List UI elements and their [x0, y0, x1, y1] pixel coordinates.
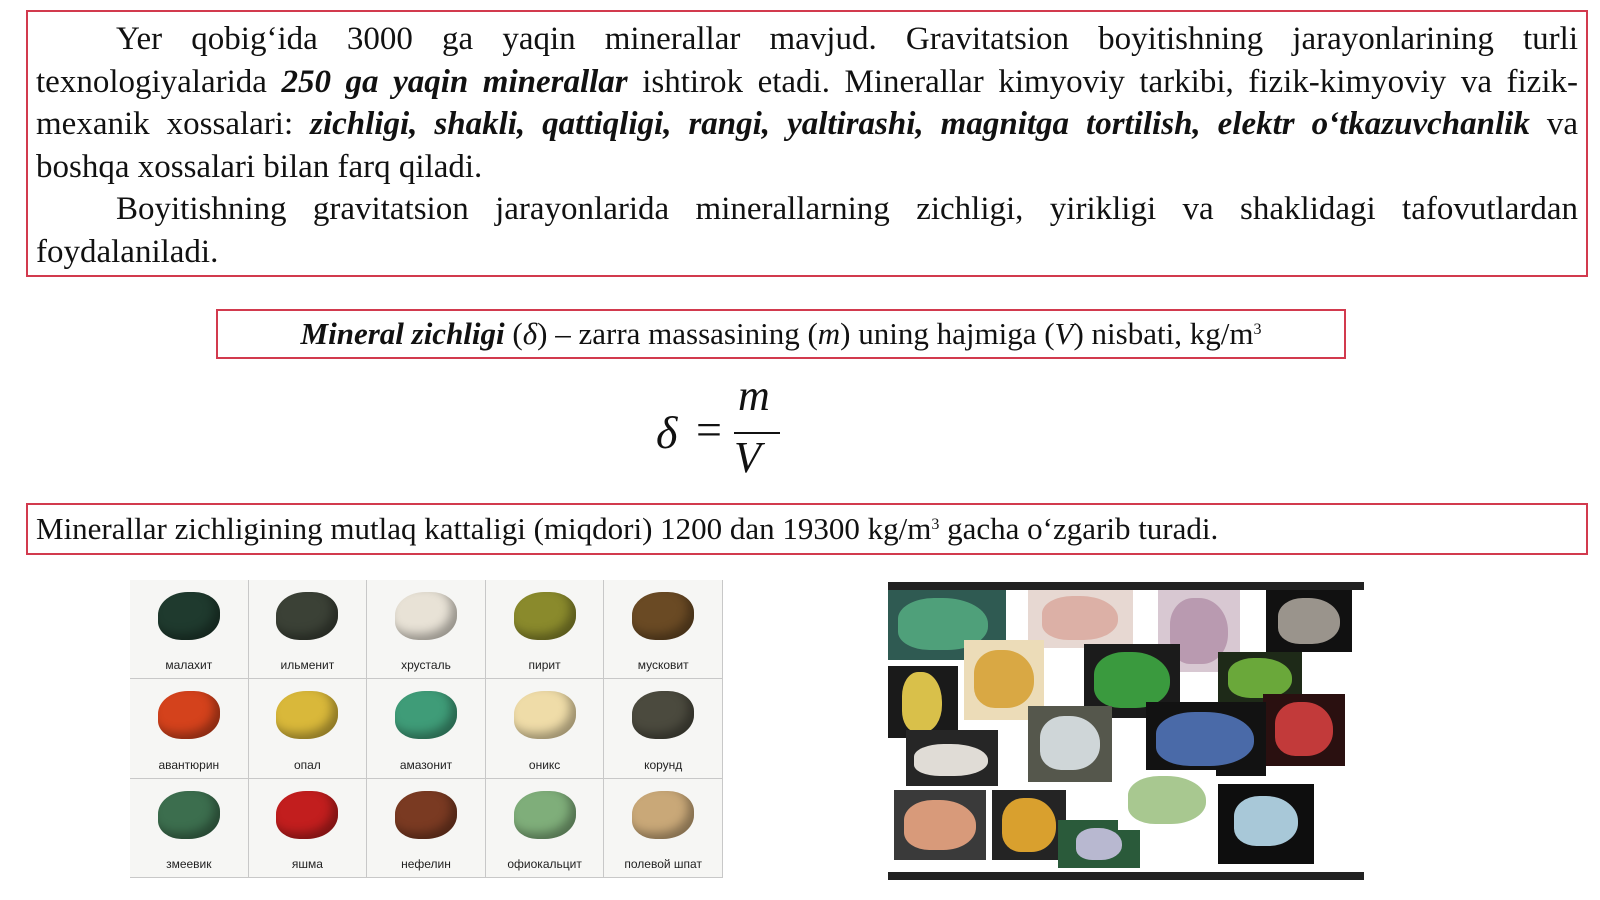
mineral-label: ильменит [280, 658, 335, 673]
mineral-label: мусковит [637, 658, 689, 673]
mineral-cell [486, 580, 605, 679]
collage-tile-rose-quartz [894, 790, 986, 860]
mineral-label: змеевик [166, 856, 212, 871]
mineral-label: яшма [291, 856, 323, 871]
mineral-stone-image [158, 791, 220, 839]
mineral-cell [249, 580, 368, 679]
mineral-stone-image [395, 592, 457, 640]
definition-unit-exponent: 3 [1253, 321, 1262, 338]
mineral-stone-image [158, 691, 220, 739]
mineral-stone-image [276, 791, 338, 839]
intro-paragraph-2: Boyitishning gravitatsion jarayonlarida minerallarning zichligi, yirikligi va shaklidagi tafovutlardan foydalaniladi. [36, 191, 1578, 270]
collage-tile-grey-crystal [1266, 590, 1352, 652]
collage-tile-faceted-gem [1118, 770, 1216, 830]
definition-mass: m [817, 316, 841, 351]
mineral-cell [486, 679, 605, 778]
density-range-box [26, 503, 1588, 555]
collage-tile-blue-stone [1218, 784, 1314, 864]
mineral-cell [604, 679, 723, 778]
mineral-cell [367, 779, 486, 878]
collage-tile-golden-stone [992, 790, 1066, 860]
mineral-stone-image [632, 791, 694, 839]
collage-tile-fluorite [1028, 706, 1112, 782]
minerals-collage-image [888, 582, 1364, 880]
mineral-label: хрусталь [401, 658, 451, 673]
collage-top-border [888, 582, 1364, 590]
mineral-stone-image [514, 691, 576, 739]
mineral-label: полевой шпат [624, 856, 702, 871]
collage-tile-quartz-cluster [906, 730, 998, 786]
mineral-stone-image [514, 592, 576, 640]
density-formula [648, 371, 788, 486]
mineral-label: авантюрин [158, 757, 220, 772]
mineral-samples-image [130, 580, 723, 878]
mineral-label: малахит [165, 658, 213, 673]
mineral-cell [249, 679, 368, 778]
mineral-label: опал [293, 757, 321, 772]
collage-tile-blue-opal [1146, 702, 1266, 776]
mineral-cell [130, 679, 249, 778]
mineral-label: пирит [528, 658, 561, 673]
mineral-cell [130, 580, 249, 679]
definition-box [216, 309, 1346, 359]
mineral-label: оникс [528, 757, 561, 772]
formula-numerator: m [738, 371, 770, 420]
definition-text: ) uning hajmiga ( [840, 316, 1055, 351]
intro-text-box [26, 10, 1588, 277]
range-text-1: Minerallar zichligining mutlaq kattaligi (miqdori) 1200 dan 19300 kg/m [36, 511, 932, 546]
mineral-label: корунд [644, 757, 683, 772]
mineral-cell [486, 779, 605, 878]
intro-text-3: va boshqa xossalari bilan farq qiladi. [36, 106, 1578, 185]
mineral-cell [367, 679, 486, 778]
mineral-stone-image [395, 691, 457, 739]
mineral-stone-image [632, 592, 694, 640]
intro-emphasis-250-minerals: 250 ga yaqin minerallar [281, 63, 628, 100]
collage-bottom-border [888, 872, 1364, 880]
mineral-stone-image [158, 592, 220, 640]
mineral-cell [604, 779, 723, 878]
mineral-stone-image [395, 791, 457, 839]
definition-volume: V [1054, 316, 1074, 351]
formula-denominator: V [734, 433, 761, 482]
definition-delta: δ [522, 316, 538, 351]
mineral-label: амазонит [399, 757, 453, 772]
definition-term: Mineral zichligi [300, 316, 505, 351]
collage-tile-citrine [888, 666, 958, 738]
mineral-cell [130, 779, 249, 878]
mineral-stone-image [632, 691, 694, 739]
range-text-2: gacha o‘zgarib turadi. [939, 511, 1219, 546]
intro-paragraph-1 [36, 18, 1578, 188]
formula-delta: δ [656, 407, 678, 458]
formula-equals: = [696, 404, 722, 455]
collage-tile-ruby [1263, 694, 1345, 766]
intro-text-1: Yer qobig‘ida 3000 ga yaqin minerallar mavjud. Gravitatsion boyitishning jarayonlarining turli texnologiyalarida [36, 21, 1578, 100]
mineral-stone-image [276, 592, 338, 640]
mineral-label: нефелин [401, 856, 451, 871]
definition-text: ) – zarra massasining ( [537, 316, 818, 351]
intro-text-2: ishtirok etadi. Minerallar kimyoviy tarkibi, fizik-kimyoviy va fizik-mexanik xossalari: [36, 63, 1578, 142]
mineral-cell [604, 580, 723, 679]
mineral-cell [367, 580, 486, 679]
mineral-label: офиокальцит [507, 856, 582, 871]
mineral-stone-image [276, 691, 338, 739]
definition-text: ( [504, 316, 523, 351]
mineral-stone-image [514, 791, 576, 839]
intro-emphasis-properties: zichligi, shakli, qattiqligi, rangi, yaltirashi, magnitga tortilish, elektr o‘tkazuvchanlik [310, 106, 1530, 142]
mineral-cell [249, 779, 368, 878]
definition-text: ) nisbati, kg/m [1073, 316, 1254, 351]
range-unit-exponent: 3 [931, 516, 940, 533]
